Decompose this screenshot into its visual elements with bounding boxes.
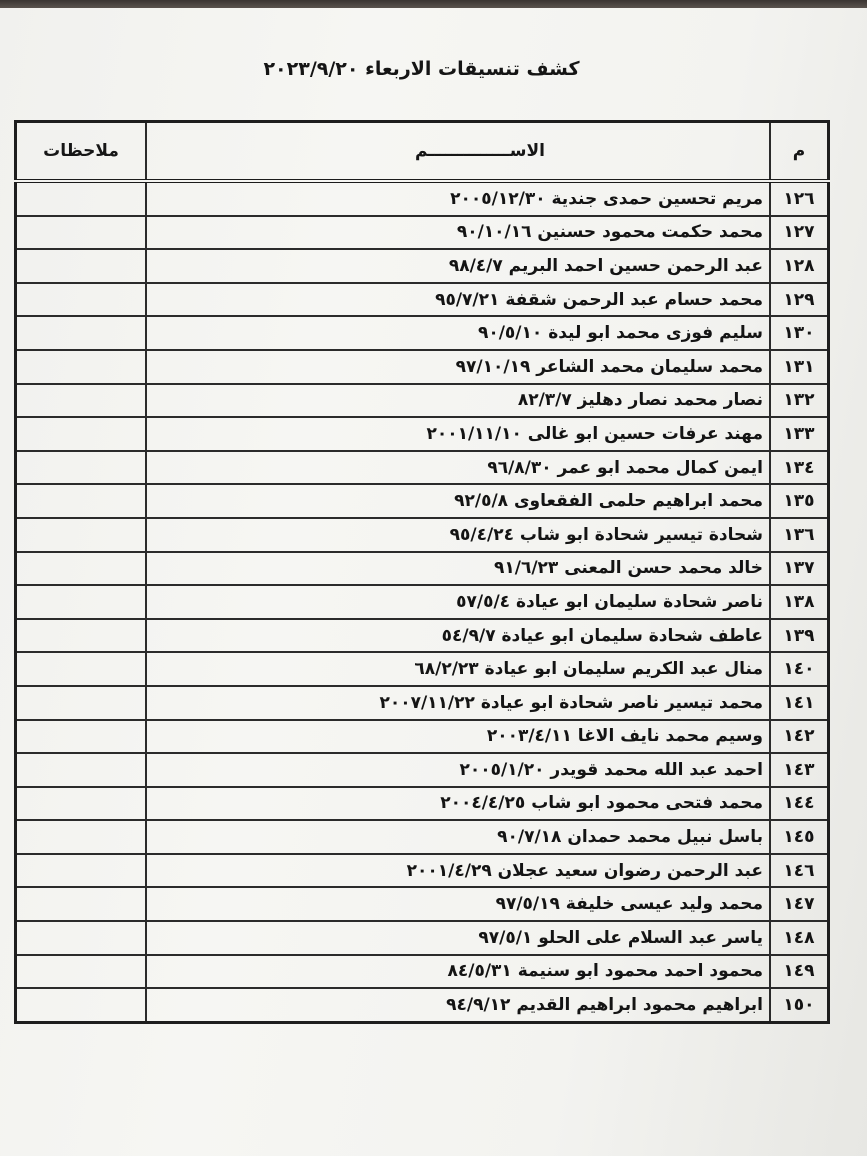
row-name-and-date: محمد حسام عبد الرحمن شقفة ٩٥/٧/٢١ xyxy=(146,283,770,317)
row-number: ١٢٩ xyxy=(770,283,829,317)
row-number: ١٢٨ xyxy=(770,249,829,283)
table-row xyxy=(16,753,829,787)
row-number: ١٣٣ xyxy=(770,417,829,451)
table-header xyxy=(16,122,829,182)
row-name-and-date: احمد عبد الله محمد قويدر ٢٠٠٥/١/٢٠ xyxy=(146,753,770,787)
header-name xyxy=(146,122,770,182)
row-name-and-date: خالد محمد حسن المعنى ٩١/٦/٢٣ xyxy=(146,552,770,586)
row-name-and-date: ايمن كمال محمد ابو عمر ٩٦/٨/٣٠ xyxy=(146,451,770,485)
row-number: ١٣١ xyxy=(770,350,829,384)
table-row xyxy=(16,350,829,384)
row-number: ١٥٠ xyxy=(770,988,829,1022)
row-number: ١٤٣ xyxy=(770,753,829,787)
row-notes xyxy=(16,484,147,518)
table-row xyxy=(16,518,829,552)
header-row xyxy=(16,122,829,182)
table-row xyxy=(16,854,829,888)
row-name-and-date: محمد فتحى محمود ابو شاب ٢٠٠٤/٤/٢٥ xyxy=(146,787,770,821)
table-row xyxy=(16,955,829,989)
row-notes xyxy=(16,417,147,451)
table-row xyxy=(16,384,829,418)
row-notes xyxy=(16,552,147,586)
row-notes xyxy=(16,619,147,653)
row-number: ١٤٥ xyxy=(770,820,829,854)
table-row xyxy=(16,484,829,518)
table-row xyxy=(16,216,829,250)
row-notes xyxy=(16,887,147,921)
row-notes xyxy=(16,316,147,350)
table-row xyxy=(16,181,829,216)
row-name-and-date: باسل نبيل محمد حمدان ٩٠/٧/١٨ xyxy=(146,820,770,854)
row-notes xyxy=(16,585,147,619)
row-number: ١٤٤ xyxy=(770,787,829,821)
row-name-and-date: عبد الرحمن حسين احمد البريم ٩٨/٤/٧ xyxy=(146,249,770,283)
row-notes xyxy=(16,753,147,787)
row-name-and-date: ابراهيم محمود ابراهيم القديم ٩٤/٩/١٢ xyxy=(146,988,770,1022)
row-number: ١٤٧ xyxy=(770,887,829,921)
table-row xyxy=(16,686,829,720)
row-number: ١٤٢ xyxy=(770,720,829,754)
row-name-and-date: شحادة تيسير شحادة ابو شاب ٩٥/٤/٢٤ xyxy=(146,518,770,552)
table-row xyxy=(16,887,829,921)
row-number: ١٤٠ xyxy=(770,652,829,686)
table-row xyxy=(16,619,829,653)
document-title-text: كشف تنسيقات الاربعاء ٢٠٢٣/٩/٢٠ xyxy=(263,58,580,80)
header-name-text: الاســــــــــــــم xyxy=(415,141,545,161)
row-notes xyxy=(16,787,147,821)
row-name-and-date: مريم تحسين حمدى جندية ٢٠٠٥/١٢/٣٠ xyxy=(146,181,770,216)
row-number: ١٤٩ xyxy=(770,955,829,989)
row-notes xyxy=(16,921,147,955)
table-row xyxy=(16,652,829,686)
row-name-and-date: عاطف شحادة سليمان ابو عيادة ٥٤/٩/٧ xyxy=(146,619,770,653)
table-row xyxy=(16,720,829,754)
row-number: ١٣٤ xyxy=(770,451,829,485)
table-row xyxy=(16,585,829,619)
row-name-and-date: مهند عرفات حسين ابو غالى ٢٠٠١/١١/١٠ xyxy=(146,417,770,451)
table-row xyxy=(16,552,829,586)
row-number: ١٣٩ xyxy=(770,619,829,653)
header-number: م xyxy=(770,122,829,182)
row-notes xyxy=(16,854,147,888)
row-number: ١٢٧ xyxy=(770,216,829,250)
row-notes xyxy=(16,451,147,485)
row-number: ١٢٦ xyxy=(770,181,829,216)
table-row xyxy=(16,921,829,955)
row-name-and-date: منال عبد الكريم سليمان ابو عيادة ٦٨/٢/٢٣ xyxy=(146,652,770,686)
row-number: ١٣٦ xyxy=(770,518,829,552)
row-name-and-date: نصار محمد نصار دهليز ٨٢/٣/٧ xyxy=(146,384,770,418)
row-number: ١٣٧ xyxy=(770,552,829,586)
header-notes: ملاحظات xyxy=(16,122,147,182)
row-notes xyxy=(16,652,147,686)
row-name-and-date: سليم فوزى محمد ابو ليدة ٩٠/٥/١٠ xyxy=(146,316,770,350)
row-name-and-date: وسيم محمد نايف الاغا ٢٠٠٣/٤/١١ xyxy=(146,720,770,754)
row-notes xyxy=(16,955,147,989)
row-name-and-date: محمد سليمان محمد الشاعر ٩٧/١٠/١٩ xyxy=(146,350,770,384)
row-name-and-date: محمد ابراهيم حلمى الفقعاوى ٩٢/٥/٨ xyxy=(146,484,770,518)
table-row xyxy=(16,820,829,854)
row-number: ١٤٨ xyxy=(770,921,829,955)
table-row xyxy=(16,451,829,485)
row-notes xyxy=(16,988,147,1022)
row-number: ١٣٥ xyxy=(770,484,829,518)
row-notes xyxy=(16,720,147,754)
row-number: ١٣٢ xyxy=(770,384,829,418)
row-notes xyxy=(16,820,147,854)
table-row xyxy=(16,249,829,283)
row-notes xyxy=(16,350,147,384)
row-name-and-date: ناصر شحادة سليمان ابو عيادة ٥٧/٥/٤ xyxy=(146,585,770,619)
row-number: ١٣٠ xyxy=(770,316,829,350)
row-name-and-date: عبد الرحمن رضوان سعيد عجلان ٢٠٠١/٤/٢٩ xyxy=(146,854,770,888)
table-row xyxy=(16,787,829,821)
row-number: ١٤٦ xyxy=(770,854,829,888)
row-name-and-date: محمد تيسير ناصر شحادة ابو عيادة ٢٠٠٧/١١/٢٢ xyxy=(146,686,770,720)
row-number: ١٤١ xyxy=(770,686,829,720)
document-title xyxy=(0,58,867,80)
names-table xyxy=(14,120,830,1024)
row-name-and-date: محمد حكمت محمود حسنين ٩٠/١٠/١٦ xyxy=(146,216,770,250)
table-body xyxy=(16,181,829,1022)
row-notes xyxy=(16,384,147,418)
table-row xyxy=(16,417,829,451)
row-notes xyxy=(16,249,147,283)
row-name-and-date: محمود احمد محمود ابو سنيمة ٨٤/٥/٣١ xyxy=(146,955,770,989)
table-row xyxy=(16,316,829,350)
row-number: ١٣٨ xyxy=(770,585,829,619)
row-notes xyxy=(16,216,147,250)
row-name-and-date: ياسر عبد السلام على الحلو ٩٧/٥/١ xyxy=(146,921,770,955)
table-row xyxy=(16,988,829,1022)
row-notes xyxy=(16,283,147,317)
row-name-and-date: محمد وليد عيسى خليفة ٩٧/٥/١٩ xyxy=(146,887,770,921)
row-notes xyxy=(16,686,147,720)
row-notes xyxy=(16,518,147,552)
table-row xyxy=(16,283,829,317)
row-notes xyxy=(16,181,147,216)
